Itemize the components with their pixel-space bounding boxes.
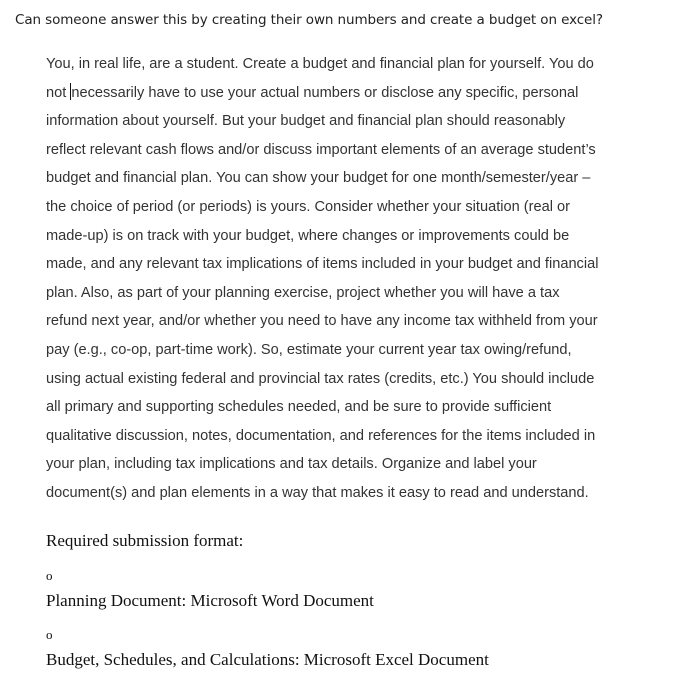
body-line-2 <box>46 79 646 108</box>
body-line-5: budget and financial plan. You can show your budget for one month/semester/year – <box>46 170 591 187</box>
bullet-marker: o <box>46 568 53 583</box>
body-line-9: plan. Also, as part of your planning exercise, project whether you will have a tax <box>46 284 560 301</box>
question-title: Can someone answer this by creating their own numbers and create a budget on excel? <box>15 12 603 28</box>
body-line-16: document(s) and plan elements in a way that makes it easy to read and understand. <box>46 484 589 501</box>
submission-item-word: Planning Document: Microsoft Word Document <box>46 591 374 610</box>
body-line-2-rest: necessarily have to use your actual numbers or disclose any specific, personal <box>71 84 579 101</box>
body-line-3: information about yourself. But your budget and financial plan should reasonably <box>46 113 566 130</box>
body-line-15: your plan, including tax implications and tax details. Organize and label your <box>46 456 537 473</box>
body-line-12: using actual existing federal and provincial tax rates (credits, etc.) You should include <box>46 370 595 387</box>
bullet-marker: o <box>46 627 53 642</box>
submission-item-excel: Budget, Schedules, and Calculations: Microsoft Excel Document <box>46 650 489 669</box>
assignment-body <box>46 50 646 508</box>
body-line-7: made-up) is on track with your budget, where changes or improvements could be <box>46 227 570 244</box>
body-line-10: refund next year, and/or whether you need to have any income tax withheld from your <box>46 313 598 330</box>
body-line-4: reflect relevant cash flows and/or discuss important elements of an average student’s <box>46 141 596 158</box>
body-line-2-prefix: not <box>46 84 71 101</box>
required-format-heading: Required submission format: <box>46 531 244 550</box>
body-line-6: the choice of period (or periods) is yours. Consider whether your situation (real or <box>46 198 570 215</box>
body-line-1: You, in real life, are a student. Create a budget and financial plan for yourself. You do <box>46 56 594 72</box>
body-line-13: all primary and supporting schedules needed, and be sure to provide sufficient <box>46 399 552 416</box>
body-line-8: made, and any relevant tax implications of items included in your budget and financial <box>46 256 599 273</box>
body-line-11: pay (e.g., co-op, part-time work). So, estimate your current year tax owing/refund, <box>46 341 572 358</box>
body-line-14: qualitative discussion, notes, documentation, and references for the items included in <box>46 427 596 444</box>
